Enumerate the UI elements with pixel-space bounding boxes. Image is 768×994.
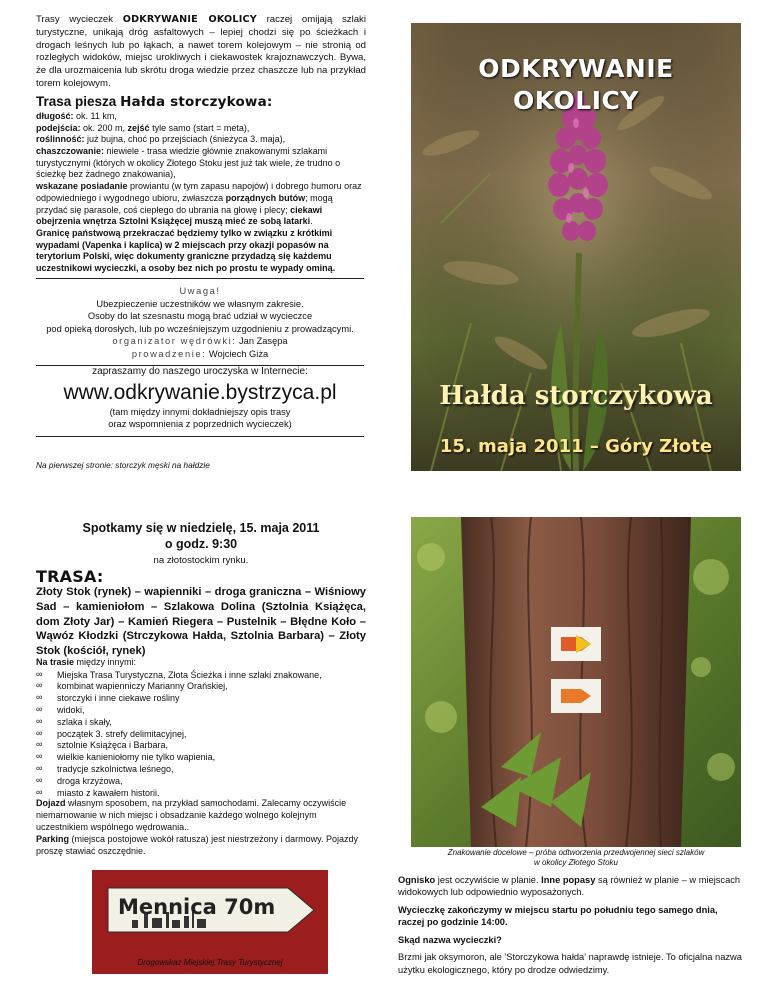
list-item: ∞ wielkie kanieniołomy nie tylko wapienia, <box>36 752 366 764</box>
detail-equipment <box>36 181 366 228</box>
website-box <box>36 366 364 437</box>
along-intro-text: między innymi: <box>74 657 137 667</box>
equipment-text-1: prowiantu (w tym zapasu napojów) i dobrego humoru oraz odpowiedniego i wygodnego ubioru, zwłaszcza <box>36 181 362 203</box>
plants-label: roślinność: <box>36 134 85 145</box>
detail-border <box>36 228 366 275</box>
plants-value: już bujna, choć po przejściach (śnieżyca 3. maja), <box>84 134 286 145</box>
arrival-text: własnym sposobem, na przykład samochodami. Zalecamy oczywiście niemarnowanie w nich miejsc i obsadzanie każdego wolnego kolejnym uczestnikiem wspólnego wędrowania.. <box>36 798 347 832</box>
brand-name: ODKRYWANIE OKOLICY <box>122 14 257 25</box>
list-item: ∞ szlaka i skały, <box>36 717 366 729</box>
equipment-end: . <box>310 216 313 227</box>
leader-name: Wojciech Giża <box>206 348 269 359</box>
tree-trail-marking-image <box>411 517 741 847</box>
length-label: długość: <box>36 111 74 121</box>
intro-text-start: Trasy wycieczek <box>36 14 123 25</box>
arrival-label: Dojazd <box>36 798 66 808</box>
poster-subtitle: Hałda storczykowa <box>439 381 713 411</box>
tree-caption-line-2: w okolicy Złotego Stoku <box>533 858 619 867</box>
name-answer: Brzmi jak oksymoron, ale 'Storczykowa hałda' naprawdę istnieje. To oficjalna nazwa użytku ekologicznego, który po drodze odwiedzimy. <box>398 952 742 975</box>
end-time-notice: Wycieczkę zakończymy w miejscu startu po południu tego samego dnia, raczej po godzinie 14:00. <box>398 904 718 928</box>
equipment-label: wskazane posiadanie <box>36 181 128 192</box>
meeting-date: Spotkamy się w niedzielę, 15. maja 2011 <box>82 521 320 535</box>
parking-label: Parking <box>36 833 70 844</box>
route-heading: TRASA: <box>36 567 104 586</box>
list-item: ∞ miasto z kawałem historii. <box>36 788 366 800</box>
end-paragraph <box>398 904 744 929</box>
website-invite: zapraszamy do naszego uroczyska w Internecie: <box>92 366 308 377</box>
warning-line-1: Ubezpieczenie uczestników we własnym zakresie. <box>96 298 304 309</box>
list-item: ∞ Miejska Trasa Turystyczna, Złota Ścieżka i inne szlaki znakowane, <box>36 670 366 682</box>
arrival-paragraph <box>36 798 366 834</box>
intro-paragraph <box>36 14 366 91</box>
tree-caption-line-1: Znakowanie docelowe – próba odtworzenia przedwojennej sieci szlaków <box>447 848 705 857</box>
leader-label: prowadzenie: <box>131 348 207 359</box>
organizer-line <box>36 335 364 348</box>
route-description: Złoty Stok (rynek) – wapienniki – droga graniczna – Wiśniowy Sad – kamieniołom – Szlakowa Dolina (Sztolnia Książęca, dom Złoty Jar) – Kamień Riegera – Pustelnik – Błędne Koło – Wąwóz Kłodzki (Strczykowa Hałda, Sztolnia Barbara) – Złoty Stok (kościół, rynek) <box>36 586 366 658</box>
tree-photo <box>411 517 741 847</box>
ascent-label: podejścia: <box>36 122 81 133</box>
warning-line-2: Osoby do lat szesnastu mogą brać udział w wycieczce <box>87 311 313 322</box>
meeting-info <box>36 520 366 567</box>
warning-box <box>36 278 364 366</box>
warning-title: Uwaga! <box>179 286 221 296</box>
name-question: Skąd nazwa wycieczki? <box>398 934 502 945</box>
stops-label: Inne popasy <box>541 875 596 885</box>
list-item: ∞ storczyki i inne ciekawe rośliny <box>36 693 366 705</box>
list-item: ∞ tradycje szkolnictwa leśnego, <box>36 764 366 776</box>
trail-details <box>36 111 366 275</box>
length-value: ok. 11 km, <box>73 111 117 121</box>
organizer-label: organizator wędrówki: <box>112 336 237 347</box>
equipment-text-2: ; mogą przydać się parasole, coś ciepłego do ubrania na głowę i plecy; <box>36 192 333 215</box>
parking-text: (miejsca postojowe wokół ratusza) jest niestrzeżony i darmowy. Pojazdy proszę stawiać oszczędnie. <box>36 833 358 856</box>
ascent-value: ok. 200 m, <box>80 122 128 133</box>
descent-value: tyle samo (start = meta), <box>149 122 250 133</box>
along-label: Na trasie <box>36 657 75 667</box>
bush-label: chaszczowanie: <box>36 146 105 157</box>
detail-ascent <box>36 123 366 135</box>
bush-value: niewiele - trasa wiedzie głównie znakowanymi szlakami turystycznymi (których w okolicy Złotego Stoku jest już tak wiele, że trudno o ścieżkę bez żadnego znakowania), <box>36 146 341 180</box>
meeting-place: na złotostockim rynku. <box>153 554 249 566</box>
website-note-2: oraz wspomnienia z poprzednich wycieczek) <box>108 419 292 430</box>
closing-notes <box>398 874 744 981</box>
equipment-flashlight: ciekawi obejrzenia wnętrza Sztolni Książęcej muszą mieć ze sobą latarki <box>36 204 323 227</box>
along-intro <box>36 657 366 669</box>
answer-paragraph <box>398 951 744 976</box>
website-note-1: (tam między innymi dokładniejszy opis trasy <box>109 406 291 417</box>
orchid-poster-image <box>411 23 741 471</box>
detail-bush <box>36 146 366 181</box>
list-item: ∞ kombinat wapienniczy Marianny Orańskiej, <box>36 681 366 693</box>
trail-heading-prefix: Trasa piesza <box>36 94 121 109</box>
fire-text: jest oczywiście w planie. <box>435 875 542 885</box>
poster-title: ODKRYWANIE OKOLICY <box>478 54 674 115</box>
trail-heading <box>36 93 366 111</box>
meeting-time: o godz. 9:30 <box>164 537 238 552</box>
transport-info <box>36 798 366 857</box>
list-item: ∞ sztolnie Książęca i Barbara, <box>36 740 366 752</box>
list-item: ∞ widoki, <box>36 705 366 717</box>
cover-caption: Na pierwszej stronie: storczyk męski na hałdzie <box>36 460 210 470</box>
signpost-caption: Drogowskaz Miejskiej Trasy Turystycznej <box>137 958 283 967</box>
border-notice: Granicę państwową przekraczać będziemy tylko w związku z krótkimi wypadami (Vapenka i kaplica) w 2 miejscach przy okazji popasów na terytorium Polski, więc dokumenty graniczne przydadzą się każdemu uczestnikowi wycieczki, a osoby bez nich po prostu te wypady ominą. <box>36 227 336 273</box>
tree-caption <box>411 848 741 868</box>
intro-text-end: raczej omijają szlaki turystyczne, unikają dróg asfaltowych – lepiej chodzi się po ścieżkach i drogach leśnych lub po łąkach, a nawet torem kolejowym – nie stronią od rozległych widoków, miejsc urokliwych i ciekawostek krajoznawczych. Bywa, że dla urozmaicenia lub skrótu droga wiedzie przez chaszcze lub na przykład torem kolejowym. <box>36 14 366 89</box>
fire-paragraph <box>398 874 744 899</box>
equipment-shoes: porządnych butów <box>225 192 306 203</box>
parking-paragraph <box>36 834 366 858</box>
detail-length <box>36 111 366 123</box>
signpost-text: Mennica 70m <box>118 895 276 919</box>
website-url-link[interactable]: www.odkrywanie.bystrzyca.pl <box>63 380 337 404</box>
question-paragraph <box>398 934 744 946</box>
stops-text: są również w planie – w miejscach widokowych lub odpowiednio wyposażonych. <box>398 875 741 898</box>
trail-heading-name: Hałda storczykowa: <box>120 94 273 110</box>
highlights-list <box>36 670 366 800</box>
list-item: ∞ droga krzyżowa, <box>36 776 366 788</box>
poster-date: 15. maja 2011 – Góry Złote <box>439 436 713 457</box>
leader-line <box>36 348 364 361</box>
fire-label: Ognisko <box>398 875 436 885</box>
descent-label: zejść <box>127 122 150 133</box>
warning-line-3: pod opieką dorosłych, lub po wcześniejszym uzgodnieniu z prowadzącymi. <box>46 323 354 334</box>
along-the-way <box>36 657 366 799</box>
list-item: ∞ początek 3. strefy delimitacyjnej, <box>36 729 366 741</box>
detail-plants <box>36 134 366 146</box>
organizer-name: Jan Zasępa <box>236 336 288 347</box>
